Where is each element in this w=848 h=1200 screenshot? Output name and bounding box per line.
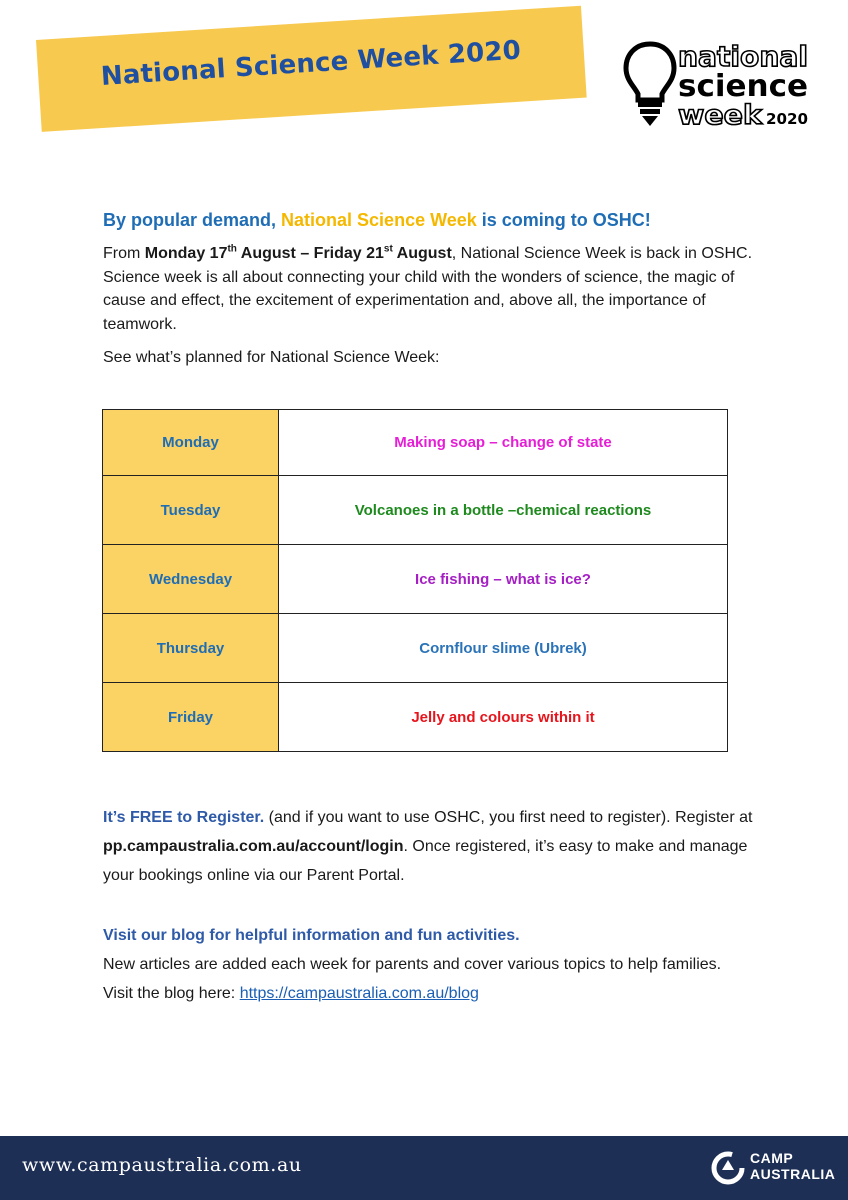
activity-cell: Ice fishing – what is ice? (279, 545, 728, 614)
day-cell: Monday (103, 410, 279, 476)
national-science-week-logo (622, 38, 812, 130)
end-sup: st (383, 243, 393, 255)
footer-url: www.campaustralia.com.au (22, 1154, 302, 1176)
schedule-table (102, 409, 728, 752)
portal-url: pp.campaustralia.com.au/account/login (103, 838, 404, 855)
blog-heading: Visit our blog for helpful information and fun activities. (103, 927, 520, 944)
intro-section (103, 210, 753, 369)
blog-link[interactable]: https://campaustralia.com.au/blog (239, 985, 479, 1002)
camp-australia-logo (710, 1146, 836, 1190)
headline-part1: By popular demand, (103, 210, 282, 230)
start-day: Monday 17 (144, 245, 228, 262)
blog-description: New articles are added each week for parents and cover various topics to help families. Visit the blog here: (103, 956, 722, 1002)
logo-line1: CAMP (750, 1150, 794, 1166)
table-row (103, 410, 728, 476)
lightbulb-icon (622, 38, 812, 130)
svg-text:week: week (678, 100, 764, 130)
register-rest: . Once registered, it’s easy to make and manage your bookings online via our Parent Portal. (103, 838, 748, 884)
svg-text:national: national (678, 40, 808, 73)
blog-section (103, 921, 753, 1008)
activity-cell: Cornflour slime (Ubrek) (279, 614, 728, 683)
headline-part2: is coming to OSHC! (476, 210, 651, 230)
footer (0, 1136, 848, 1200)
table-row (103, 476, 728, 545)
day-cell: Tuesday (103, 476, 279, 545)
day-cell: Wednesday (103, 545, 279, 614)
blog-text (103, 950, 753, 1008)
activity-cell: Volcanoes in a bottle –chemical reactions (279, 476, 728, 545)
table-row (103, 614, 728, 683)
intro-headline (103, 210, 753, 231)
camp-australia-wordmark (750, 1150, 835, 1182)
planned-intro: See what’s planned for National Science Week: (103, 349, 440, 366)
day-cell: Friday (103, 683, 279, 752)
page-title: National Science Week 2020 (100, 35, 522, 92)
intro-rest: , National Science Week is back in OSHC. Science week is all about connecting your child with the wonders of science, the magic of cause and effect, the excitement of experimentation and, above all, the importance of teamwork. (103, 245, 753, 333)
table-row (103, 545, 728, 614)
end-month: August (392, 245, 452, 262)
svg-text:2020: 2020 (766, 110, 808, 128)
headline-highlight: National Science Week (281, 210, 477, 230)
svg-text:science: science (678, 69, 808, 104)
camp-australia-logo-icon (710, 1146, 746, 1190)
day-cell: Thursday (103, 614, 279, 683)
activity-cell: Making soap – change of state (279, 410, 728, 476)
date-range-dash: August – Friday 21 (236, 245, 384, 262)
start-date (145, 245, 452, 262)
table-row (103, 683, 728, 752)
register-section (103, 803, 753, 890)
from-text: From (103, 245, 145, 262)
intro-paragraph (103, 242, 753, 336)
register-lead: It’s FREE to Register. (103, 809, 265, 826)
start-sup: th (227, 243, 237, 255)
logo-line2: AUSTRALIA (750, 1166, 836, 1182)
activity-cell: Jelly and colours within it (279, 683, 728, 752)
register-lead-rest: (and if you want to use OSHC, you first need to register). Register at (264, 809, 753, 826)
